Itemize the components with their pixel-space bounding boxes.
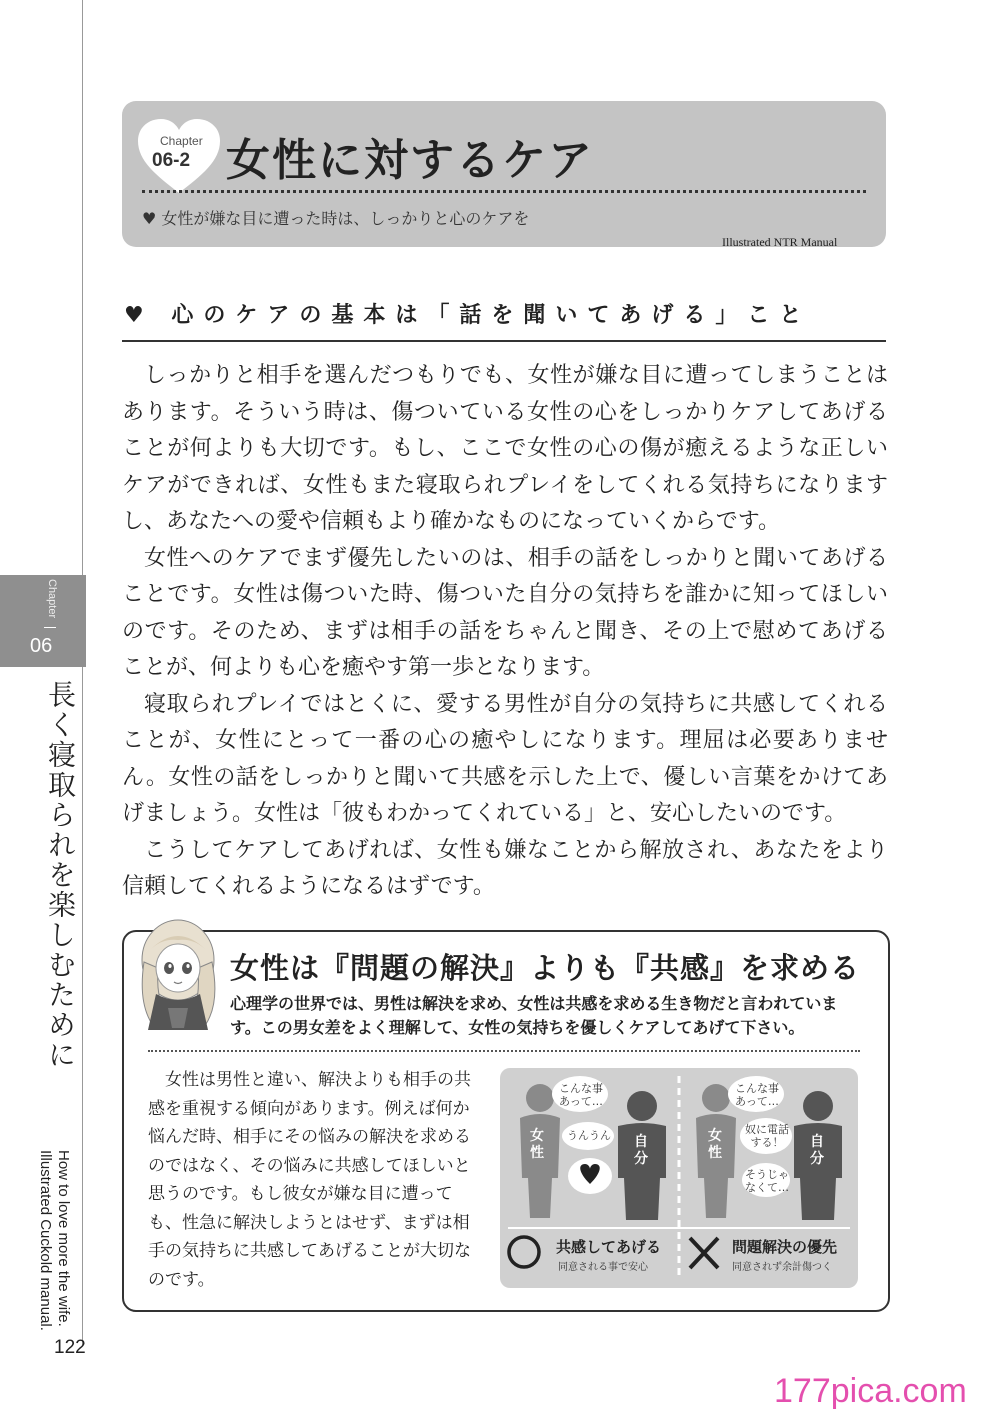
paragraph: 寝取られプレイではとくに、愛する男性が自分の気持ちに共感してくれることが、女性にとって一番の心の癒やしになります。理屈は必要ありません。女性の話をしっかりと聞いて共感を示した上で、優しい言葉をかけてあげましょう。女性は「彼もわかってくれている」と、安心したいのです。 — [122, 691, 888, 826]
header-chapter-label: Chapter — [160, 134, 203, 148]
box-title: 女性は『問題の解決』よりも『共感』を求める — [230, 951, 861, 985]
circle-icon — [509, 1237, 539, 1267]
english-subtitle — [36, 1150, 72, 1331]
chapter-tab — [0, 575, 86, 667]
box-paragraph: 女性は男性と違い、解決よりも相手の共感を重視する傾向があります。例えば何か悩んだ時、相手にその悩みの解決を求めるのではなく、その悩みに共感してほしいと思うのです。もし彼女が嫌な目に遭っても、性急に解決しようとはせず、まずは相手の気持ちに共感してあげることが大切なのです。 — [148, 1070, 471, 1290]
man-label-left: 自分 — [634, 1134, 648, 1167]
chapter-vertical-title: 長く寝取られを楽しむために — [44, 680, 77, 1070]
paragraph: こうしてケアしてあげれば、女性も嫌なことから解放され、あなたをより信頼してくれるようになるはずです。 — [122, 837, 888, 899]
english-line-2: Illustrated Cuckold manual. — [37, 1150, 54, 1331]
paragraph: 女性へのケアでまず優先したいのは、相手の話をしっかりと聞いてあげることです。女性は傷ついた時、傷ついた自分の気持ちを誰かに知ってほしいのです。そのため、まずは相手の話をちゃんと聞き、その上で慰めてあげることが、何よりも心を癒やす第一歩となります。 — [122, 545, 888, 680]
cross-icon — [690, 1238, 718, 1268]
box-body — [148, 1066, 480, 1294]
woman-label-right: 女性 — [708, 1128, 722, 1161]
box-divider — [148, 1050, 860, 1052]
page-number: 122 — [54, 1337, 86, 1358]
watermark: 177pica.com — [774, 1372, 967, 1410]
empathy-diagram-figures — [500, 1068, 858, 1288]
bubble-right-woman: こんな事 あって… — [735, 1082, 779, 1108]
body-text — [122, 358, 888, 906]
bubble-left-woman: こんな事 あって… — [559, 1082, 603, 1108]
manual-label: Illustrated NTR Manual — [722, 235, 838, 249]
bubble-right-man-1: 奴に電話 する！ — [745, 1123, 789, 1149]
section-heading: ♥ 心のケアの基本は「話を聞いてあげる」こと — [124, 303, 812, 328]
chapter-tab-number: 06 — [30, 635, 53, 657]
caption-empathy-sub: 同意される事で安心 — [558, 1262, 648, 1273]
bubble-left-man: うんうん — [567, 1129, 611, 1142]
caption-empathy: 共感してあげる — [556, 1238, 662, 1256]
page-title: 女性に対するケア — [226, 135, 594, 186]
girl-illustration — [128, 912, 228, 1032]
box-lead: 心理学の世界では、男性は解決を求め、女性は共感を求める生き物だと言われています。この男女差をよく理解して、女性の気持ちを優しくケアしてあげて下さい。 — [230, 994, 838, 1037]
caption-problem-solving-sub: 同意されず余計傷つく — [732, 1262, 832, 1273]
chapter-tab-label: Chapter — [46, 579, 58, 619]
section-rule — [122, 340, 886, 342]
woman-label-left: 女性 — [530, 1128, 544, 1161]
header-divider — [142, 190, 866, 193]
english-line-1: How to love more the wife. — [55, 1150, 72, 1327]
bubble-right-man-2: そうじゃ なくて… — [745, 1168, 789, 1194]
man-label-right: 自分 — [810, 1134, 824, 1167]
header-subtitle: ♥ 女性が嫌な目に遭った時は、しっかりと心のケアを — [142, 209, 530, 228]
header-chapter-number: 06-2 — [152, 150, 191, 171]
paragraph: しっかりと相手を選んだつもりでも、女性が嫌な目に遭ってしまうことはあります。そういう時は、傷ついている女性の心をしっかりケアしてあげることが何よりも大切です。もし、ここで女性の心の傷が癒えるような正しいケアができれば、女性もまた寝取られプレイをしてくれる気持ちになりますし、あなたへの愛や信頼もより確かなものになっていくからです。 — [122, 363, 888, 534]
margin-rule — [82, 0, 83, 1345]
caption-problem-solving: 問題解決の優先 — [732, 1238, 838, 1256]
